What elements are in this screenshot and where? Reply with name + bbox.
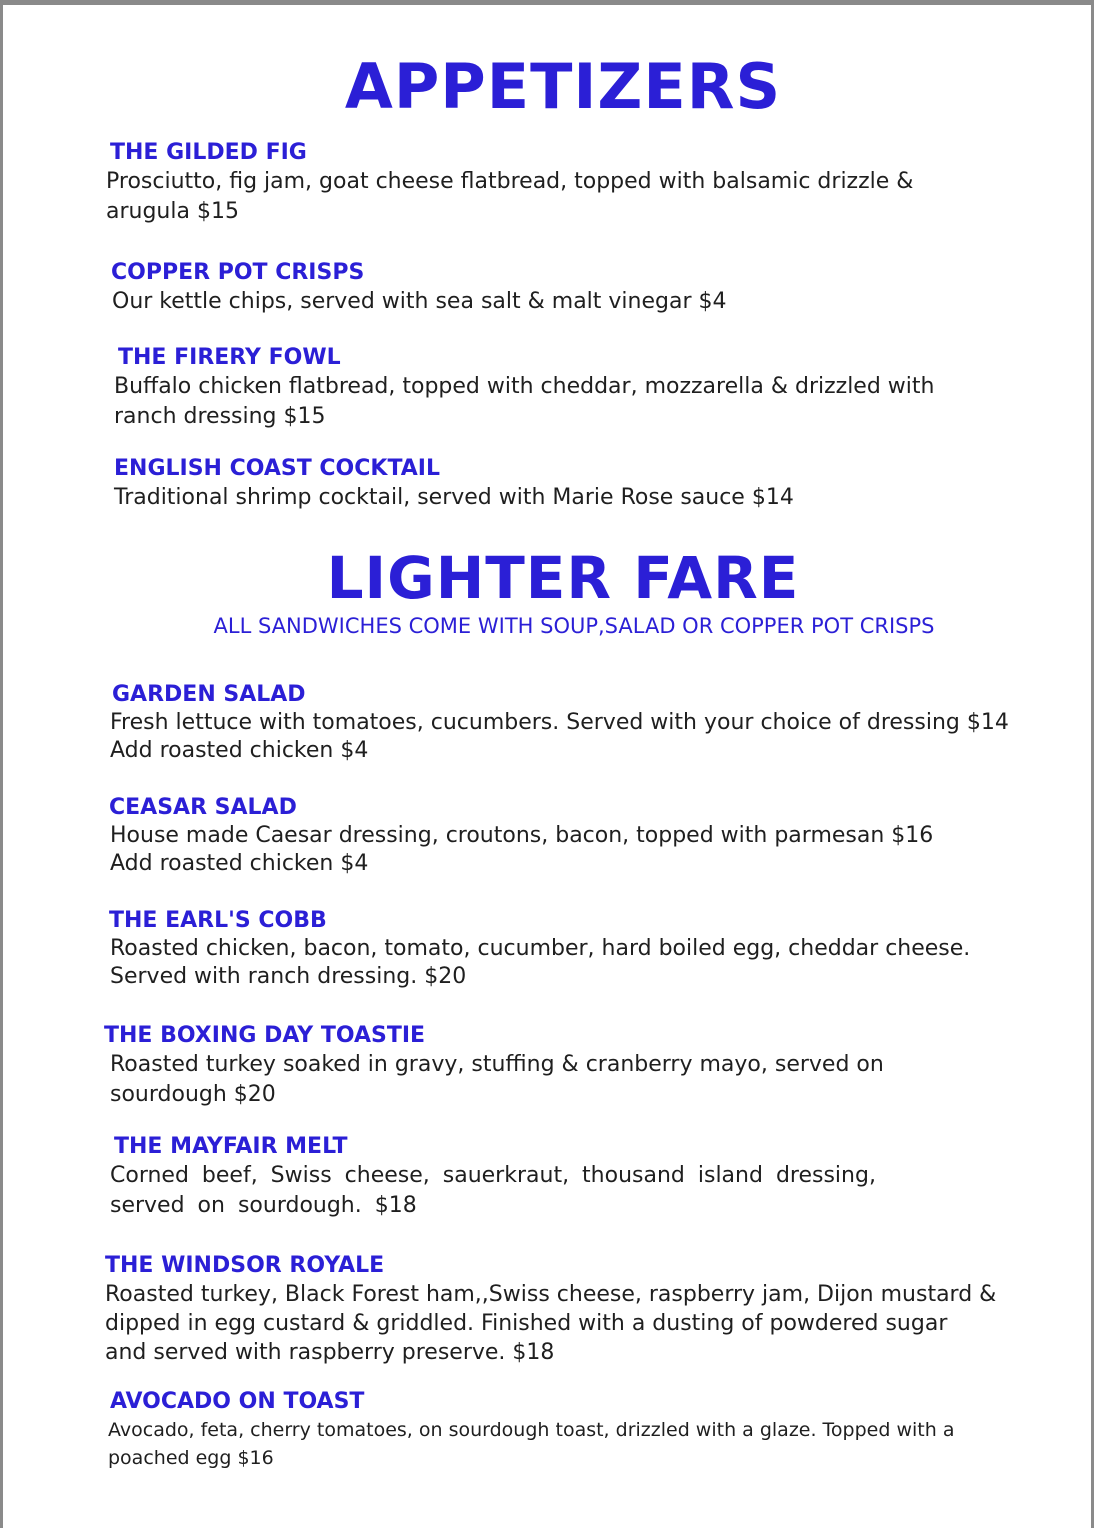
item-name: THE BOXING DAY TOASTIE (104, 1023, 426, 1048)
item-description: Fresh lettuce with tomatoes, cucumbers. Served with your choice of dressing $14 Add roasted chicken $4 (110, 710, 1009, 763)
item-description: House made Caesar dressing, croutons, bacon, topped with parmesan $16 Add roasted chicken $4 (110, 823, 934, 876)
menu-item-english-coast-cocktail (114, 455, 794, 513)
menu-page (3, 5, 1091, 1528)
menu-item-ceasar-salad (109, 794, 933, 878)
item-name: GARDEN SALAD (112, 682, 306, 707)
item-description: Corned beef, Swiss cheese, sauerkraut, thousand island dressing, served on sourdough. $18 (110, 1163, 876, 1218)
item-description: Roasted turkey soaked in gravy, stuffing & cranberry mayo, served on sourdough $20 (110, 1052, 884, 1107)
item-name: THE FIRERY FOWL (118, 345, 341, 370)
item-name: AVOCADO ON TOAST (110, 1389, 365, 1414)
item-name: THE MAYFAIR MELT (114, 1134, 348, 1159)
menu-item-mayfair-melt (110, 1133, 876, 1221)
lighter-fare-subtitle: ALL SANDWICHES COME WITH SOUP,SALAD OR COPPER POT CRISPS (213, 614, 935, 638)
item-description: Roasted chicken, bacon, tomato, cucumber, hard boiled egg, cheddar cheese. Served with ranch dressing. $20 (110, 936, 971, 989)
item-name: THE WINDSOR ROYALE (105, 1253, 385, 1278)
item-description: Our kettle chips, served with sea salt & malt vinegar $4 (112, 289, 727, 314)
item-description: Prosciutto, fig jam, goat cheese flatbread, topped with balsamic drizzle & arugula $15 (106, 169, 914, 224)
menu-item-firery-fowl (114, 344, 935, 432)
menu-item-boxing-day-toastie (104, 1022, 884, 1110)
item-description: Buffalo chicken flatbread, topped with cheddar, mozzarella & drizzled with ranch dressing $15 (114, 374, 935, 429)
item-name: THE EARL'S COBB (109, 908, 327, 933)
menu-item-avocado-on-toast (110, 1388, 954, 1472)
item-name: CEASAR SALAD (109, 795, 297, 820)
menu-item-earls-cobb (109, 907, 970, 991)
menu-item-garden-salad (112, 681, 1009, 765)
menu-item-copper-pot-crisps (111, 259, 727, 317)
item-description: Roasted turkey, Black Forest ham,,Swiss cheese, raspberry jam, Dijon mustard & dipped in egg custard & griddled. Finished with a dusting of powdered sugar and served with raspberry preserve. $18 (105, 1282, 997, 1365)
menu-item-gilded-fig (106, 139, 914, 227)
item-name: THE GILDED FIG (110, 140, 307, 165)
menu-item-windsor-royale (105, 1252, 996, 1367)
item-name: ENGLISH COAST COCKTAIL (114, 456, 440, 481)
item-name: COPPER POT CRISPS (111, 260, 365, 285)
appetizers-title: APPETIZERS (344, 50, 782, 123)
item-description: Avocado, feta, cherry tomatoes, on sourdough toast, drizzled with a glaze. Topped with a poached egg $16 (108, 1419, 955, 1469)
lighter-fare-title: LIGHTER FARE (326, 544, 800, 612)
item-description: Traditional shrimp cocktail, served with Marie Rose sauce $14 (114, 485, 794, 510)
